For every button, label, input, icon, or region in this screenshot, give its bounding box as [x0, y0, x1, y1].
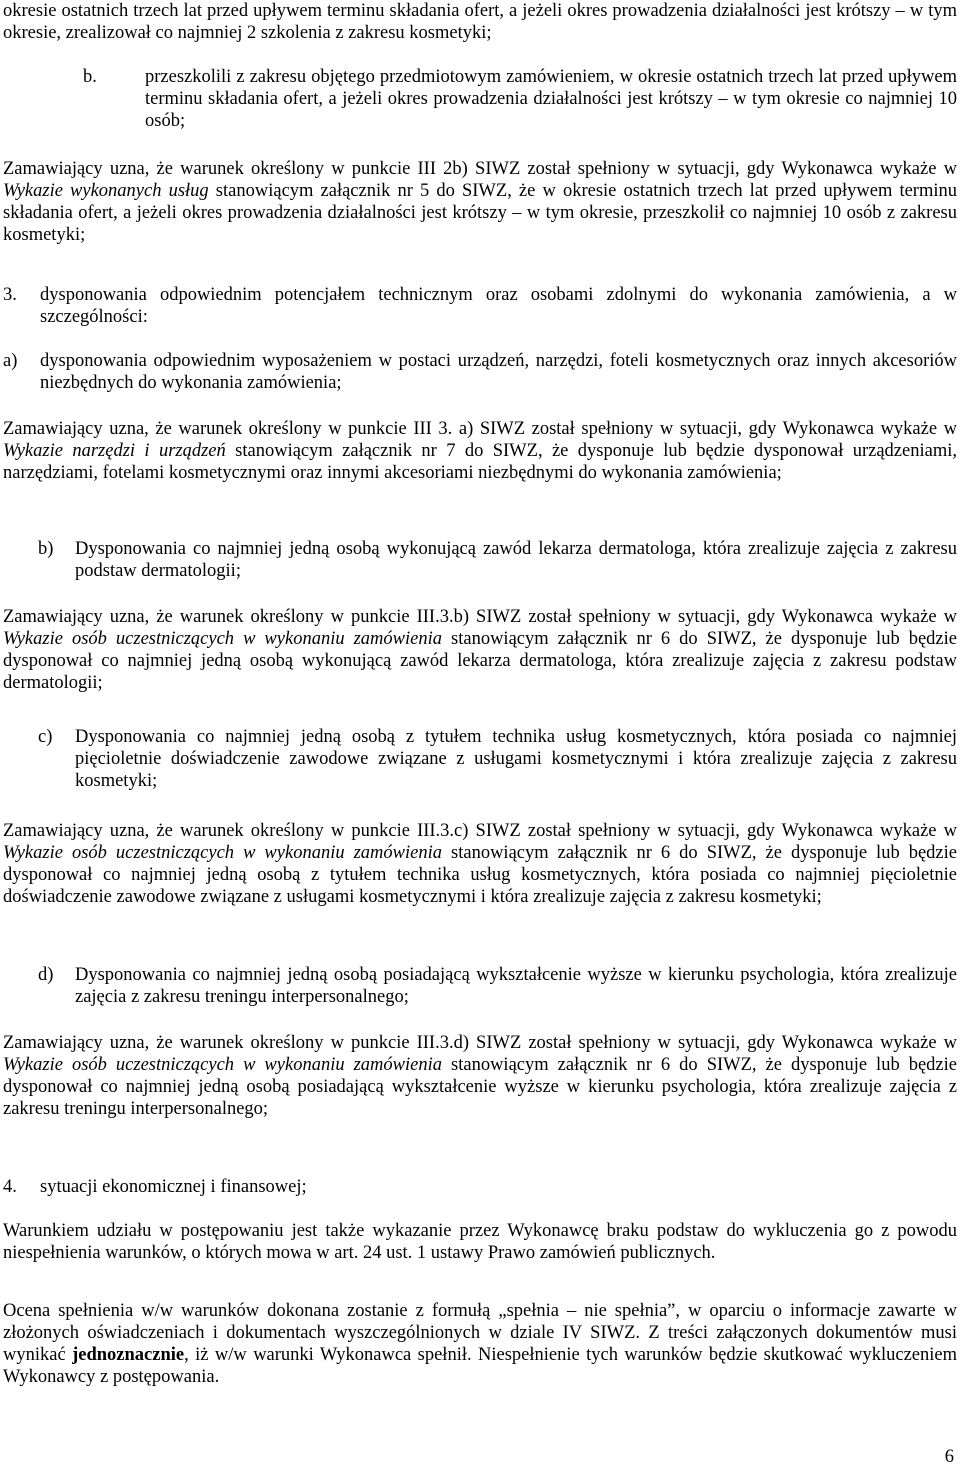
italic-doc-title: Wykazie narzędzi i urządzeń	[3, 441, 226, 461]
paragraph-training-count: okresie ostatnich trzech lat przed upływem terminu składania ofert, a jeżeli okres prowadzenia działalności jest krótszy – w tym okresie, zrealizował co najmniej 2 szkolenia z zakresu kosmetyki;	[3, 1, 957, 43]
list-item-4-economic-situation: sytuacji ekonomicznej i finansowej;	[40, 1177, 307, 1197]
text-run: stanowiącym załącznik nr 7 do SIWZ, że dysponuje lub będzie dysponował urządzeniami, narzędziami, fotelami kosmetycznymi oraz innymi akcesoriami niezbędnymi do wykonania zamówienia;	[3, 441, 957, 483]
list-label-a: a)	[3, 351, 18, 371]
text-run: Zamawiający uzna, że warunek określony w punkcie III 2b) SIWZ został spełniony w sytuacji, gdy Wykonawca wykaże w	[3, 159, 957, 179]
text-run: Zamawiający uzna, że warunek określony w punkcie III 3. a) SIWZ został spełniony w sytuacji, gdy Wykonawca wykaże w	[3, 419, 957, 439]
list-label-d: d)	[38, 965, 54, 985]
paragraph-condition-3a	[3, 418, 957, 484]
text-run: stanowiącym załącznik nr 6 do SIWZ, że dysponuje lub będzie dysponował co najmniej jedną osobą posiadającą wykształcenie wyższe w kierunku psychologia, która zrealizuje zajęcia z zakresu treningu interpersonalnego;	[3, 1055, 957, 1119]
paragraph-condition-3b	[3, 606, 957, 694]
page-number: 6	[944, 1447, 954, 1467]
list-item-3-technical-potential: dysponowania odpowiednim potencjałem technicznym oraz osobami zdolnymi do wykonania zamówienia, a w szczególności:	[40, 285, 957, 327]
paragraph-condition-2b	[3, 158, 957, 246]
italic-doc-title: Wykazie osób uczestniczących w wykonaniu zamówienia	[3, 843, 442, 863]
text-run: Zamawiający uzna, że warunek określony w punkcie III.3.d) SIWZ został spełniony w sytuacji, gdy Wykonawca wykaże w	[3, 1033, 957, 1053]
text-run: , iż w/w warunki Wykonawca spełnił. Niespełnienie tych warunków będzie skutkować wykluczeniem Wykonawcy z postępowania.	[3, 1345, 958, 1387]
paragraph-assessment-formula	[3, 1300, 957, 1388]
text-run: stanowiącym załącznik nr 5 do SIWZ, że w okresie ostatnich trzech lat przed upływem terminu składania ofert, a jeżeli okres prowadzenia działalności jest krótszy – w tym okresie, przeszkolił co najmniej 10 osób z zakresu kosmetyki;	[3, 181, 957, 245]
text-run: Zamawiający uzna, że warunek określony w punkcie III.3.c) SIWZ został spełniony w sytuacji, gdy Wykonawca wykaże w	[3, 821, 957, 841]
text-run: stanowiącym załącznik nr 6 do SIWZ, że dysponuje lub będzie dysponował co najmniej jedną osobą wykonującą zawód lekarza dermatologa, która zrealizuje zajęcia z zakresu podstaw dermatologii;	[3, 629, 957, 693]
list-label-c: c)	[38, 727, 53, 747]
text-run: Zamawiający uzna, że warunek określony w punkcie III.3.b) SIWZ został spełniony w sytuacji, gdy Wykonawca wykaże w	[3, 607, 957, 627]
paragraph-condition-3c	[3, 820, 957, 908]
list-item-d-psychologist: Dysponowania co najmniej jedną osobą posiadającą wykształcenie wyższe w kierunku psychologia, która zrealizuje zajęcia z zakresu treningu interpersonalnego;	[75, 965, 957, 1007]
italic-doc-title: Wykazie wykonanych usług	[3, 181, 209, 201]
list-label-b: b.	[83, 67, 97, 87]
list-item-b-trained-persons: przeszkolili z zakresu objętego przedmiotowym zamówieniem, w okresie ostatnich trzech lat przed upływem terminu składania ofert, a jeżeli okres prowadzenia działalności jest krótszy – w tym okresie co najmniej 10 osób;	[145, 67, 957, 131]
bold-emphasis: jednoznacznie	[72, 1345, 185, 1365]
list-label-4: 4.	[3, 1177, 17, 1197]
paragraph-exclusion-condition: Warunkiem udziału w postępowaniu jest także wykazanie przez Wykonawcę braku podstaw do wykluczenia go z powodu niespełnienia warunków, o których mowa w art. 24 ust. 1 ustawy Prawo zamówień publicznych.	[3, 1221, 957, 1263]
text-run: Ocena spełnienia w/w warunków dokonana zostanie z formułą „spełnia – nie spełnia”, w oparciu o informacje zawarte w złożonych oświadczeniach i dokumentach wyszczególnionych w dziale IV SIWZ. Z treści załączonych dokumentów musi wynikać	[3, 1301, 957, 1365]
list-item-c-cosmetics-technician: Dysponowania co najmniej jedną osobą z tytułem technika usług kosmetycznych, która posiada co najmniej pięcioletnie doświadczenie zawodowe związane z usługami kosmetycznymi i która zrealizuje zajęcia z zakresu kosmetyki;	[75, 727, 957, 791]
list-item-b-dermatologist: Dysponowania co najmniej jedną osobą wykonującą zawód lekarza dermatologa, która zrealizuje zajęcia z zakresu podstaw dermatologii;	[75, 539, 957, 581]
list-label-3: 3.	[3, 285, 17, 305]
list-item-a-equipment: dysponowania odpowiednim wyposażeniem w postaci urządzeń, narzędzi, foteli kosmetycznych oraz innych akcesoriów niezbędnych do wykonania zamówienia;	[40, 351, 957, 393]
text-run: stanowiącym załącznik nr 6 do SIWZ, że dysponuje lub będzie dysponował co najmniej jedną osobą z tytułem technika usług kosmetycznych, która posiada co najmniej pięcioletnie doświadczenie zawodowe związane z usługami kosmetycznymi i która zrealizuje zajęcia z zakresu kosmetyki;	[3, 843, 957, 907]
italic-doc-title: Wykazie osób uczestniczących w wykonaniu zamówienia	[3, 629, 442, 649]
paragraph-condition-3d	[3, 1032, 957, 1120]
italic-doc-title: Wykazie osób uczestniczących w wykonaniu zamówienia	[3, 1055, 442, 1075]
list-label-b: b)	[38, 539, 54, 559]
